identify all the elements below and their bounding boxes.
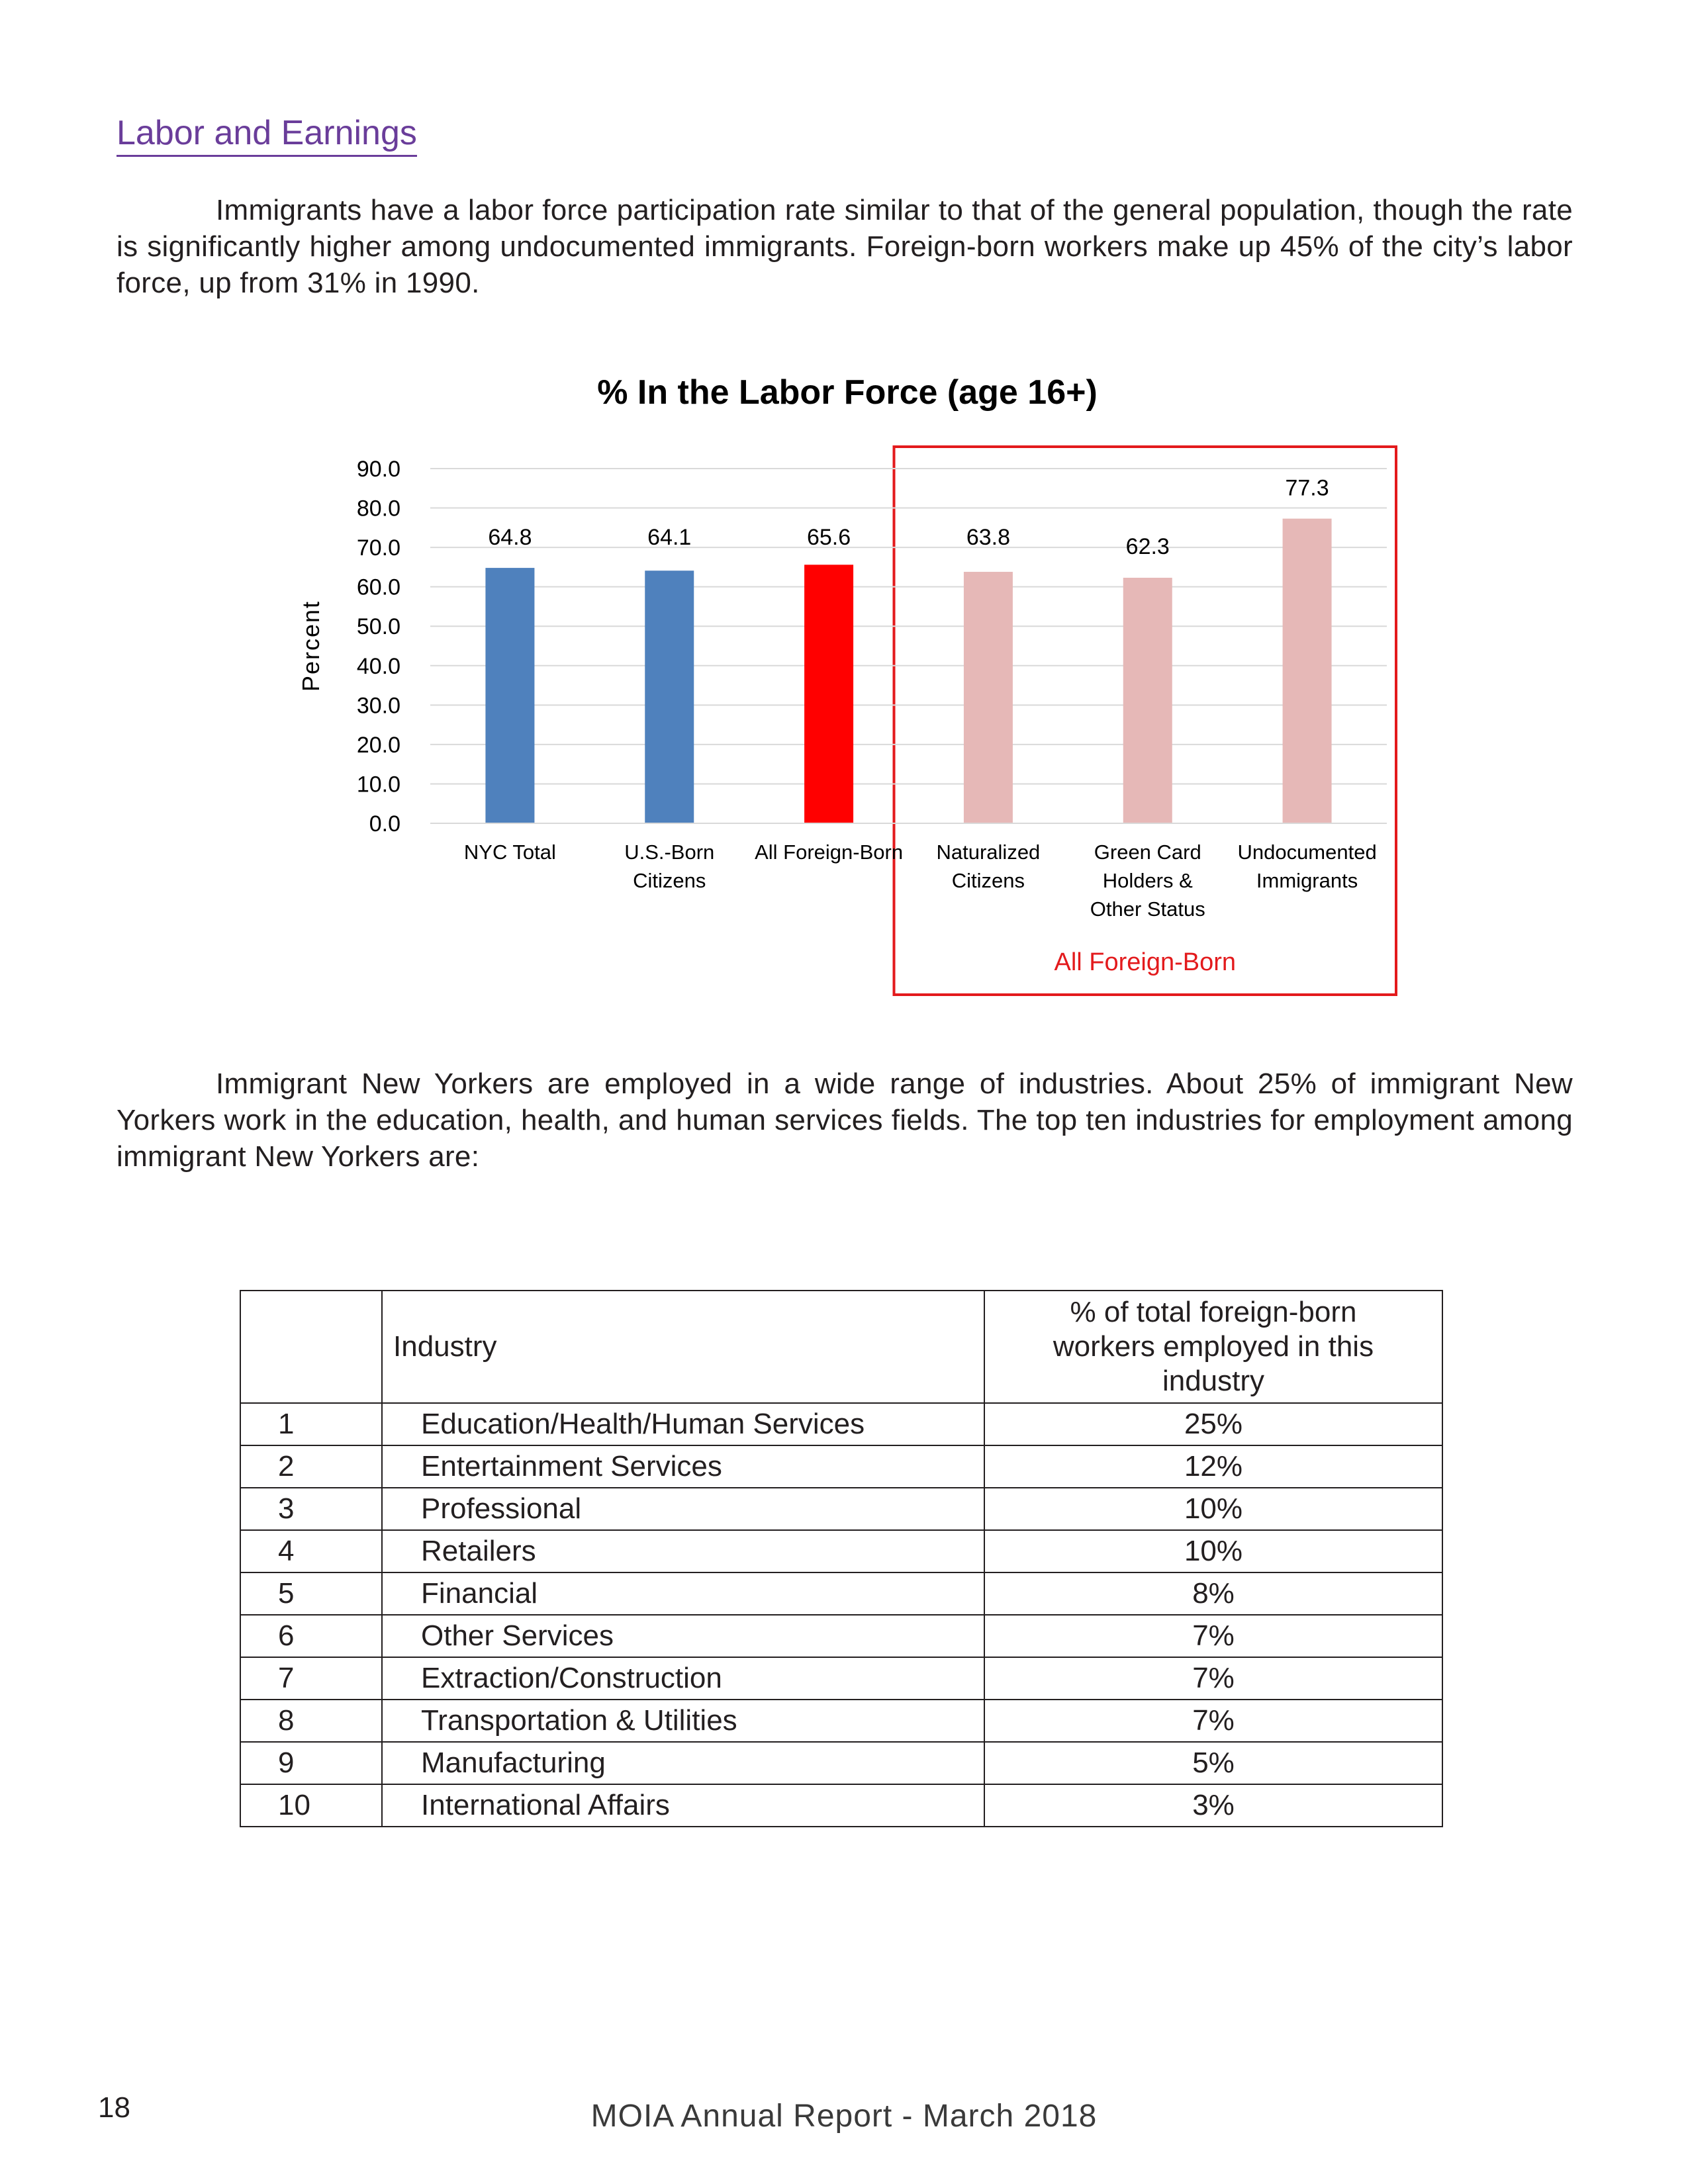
row-rank: 9: [240, 1742, 382, 1784]
y-tick-label: 80.0: [356, 496, 400, 522]
row-percent: 8%: [984, 1572, 1442, 1615]
table-row: [240, 1572, 1442, 1615]
row-rank: 2: [240, 1445, 382, 1488]
y-tick-label: 70.0: [356, 535, 400, 561]
y-tick-label: 50.0: [356, 614, 400, 640]
table-row: [240, 1530, 1442, 1572]
table-row: [240, 1742, 1442, 1784]
y-tick-label: 90.0: [356, 457, 400, 482]
row-percent: 7%: [984, 1615, 1442, 1657]
header-rank: [240, 1291, 382, 1403]
row-rank: 7: [240, 1657, 382, 1700]
row-industry: International Affairs: [382, 1784, 984, 1827]
table-row: [240, 1403, 1442, 1445]
row-rank: 4: [240, 1530, 382, 1572]
bar-0: [485, 568, 534, 823]
industry-table: [240, 1290, 1443, 1827]
row-rank: 8: [240, 1700, 382, 1742]
data-label: 64.8: [488, 525, 532, 551]
row-percent: 12%: [984, 1445, 1442, 1488]
chart-title: % In the Labor Force (age 16+): [597, 373, 1098, 412]
row-percent: 25%: [984, 1403, 1442, 1445]
row-percent: 7%: [984, 1700, 1442, 1742]
row-rank: 3: [240, 1488, 382, 1530]
row-rank: 1: [240, 1403, 382, 1445]
table-row: [240, 1488, 1442, 1530]
section-heading: Labor and Earnings: [117, 113, 417, 157]
table-row: [240, 1700, 1442, 1742]
y-tick-label: 20.0: [356, 732, 400, 758]
table-body: [240, 1403, 1442, 1827]
x-tick-label: NYC Total: [463, 841, 556, 864]
header-percent: % of total foreign-born workers employed in this industry: [984, 1291, 1442, 1403]
industries-paragraph: Immigrant New Yorkers are employed in a wide range of industries. About 25% of immigrant New Yorkers work in the education, health, and human services fields. The top ten industries for employment among immigrant New Yorkers are:: [117, 1068, 1573, 1173]
x-tick-label: All Foreign-Born: [755, 841, 904, 864]
row-industry: Retailers: [382, 1530, 984, 1572]
x-tick-label: Citizens: [951, 869, 1025, 892]
data-label: 77.3: [1285, 475, 1329, 501]
group-box-label: All Foreign-Born: [1054, 948, 1237, 976]
table-header-row: [240, 1291, 1442, 1403]
y-tick-label: 40.0: [356, 653, 400, 679]
row-industry: Professional: [382, 1488, 984, 1530]
bar-5: [1283, 519, 1332, 823]
row-percent: 3%: [984, 1784, 1442, 1827]
data-label: 64.1: [647, 525, 692, 551]
x-tick-label: Holders &: [1102, 869, 1193, 892]
y-tick-label: 10.0: [356, 772, 400, 797]
y-tick-label: 0.0: [369, 811, 400, 837]
x-tick-label: Naturalized: [936, 841, 1041, 864]
row-percent: 5%: [984, 1742, 1442, 1784]
row-percent: 10%: [984, 1530, 1442, 1572]
x-tick-label: Green Card: [1094, 841, 1201, 864]
table-row: [240, 1445, 1442, 1488]
data-label: 65.6: [806, 525, 851, 551]
table-row: [240, 1615, 1442, 1657]
bar-2: [804, 565, 853, 823]
row-industry: Entertainment Services: [382, 1445, 984, 1488]
y-tick-label: 30.0: [356, 693, 400, 719]
row-rank: 10: [240, 1784, 382, 1827]
header-industry: Industry: [382, 1291, 984, 1403]
row-percent: 7%: [984, 1657, 1442, 1700]
data-label: 63.8: [966, 525, 1011, 551]
row-industry: Financial: [382, 1572, 984, 1615]
row-industry: Other Services: [382, 1615, 984, 1657]
page-footer: MOIA Annual Report - March 2018: [590, 2099, 1098, 2134]
row-industry: Transportation & Utilities: [382, 1700, 984, 1742]
row-percent: 10%: [984, 1488, 1442, 1530]
table-row: [240, 1657, 1442, 1700]
y-axis-label: Percent: [297, 600, 324, 692]
x-tick-label: Other Status: [1090, 897, 1205, 921]
x-tick-label: Immigrants: [1256, 869, 1358, 892]
x-tick-label: U.S.-Born: [624, 841, 715, 864]
data-label: 62.3: [1125, 534, 1170, 560]
bar-4: [1123, 578, 1172, 823]
page-number: 18: [98, 2091, 130, 2124]
labor-force-chart-svg: [278, 371, 1417, 1006]
x-tick-label: Citizens: [633, 869, 706, 892]
row-rank: 6: [240, 1615, 382, 1657]
bar-3: [964, 572, 1013, 823]
bar-1: [645, 570, 694, 823]
labor-force-chart: [278, 371, 1417, 1006]
table-row: [240, 1784, 1442, 1827]
intro-paragraph: Immigrants have a labor force participation rate similar to that of the general population, though the rate is significantly higher among undocumented immigrants. Foreign-born workers make up 45% of the city’s labor force, up from 31% in 1990.: [117, 194, 1573, 299]
row-industry: Education/Health/Human Services: [382, 1403, 984, 1445]
row-industry: Manufacturing: [382, 1742, 984, 1784]
x-tick-label: Undocumented: [1237, 841, 1377, 864]
row-industry: Extraction/Construction: [382, 1657, 984, 1700]
y-tick-label: 60.0: [356, 574, 400, 600]
row-rank: 5: [240, 1572, 382, 1615]
